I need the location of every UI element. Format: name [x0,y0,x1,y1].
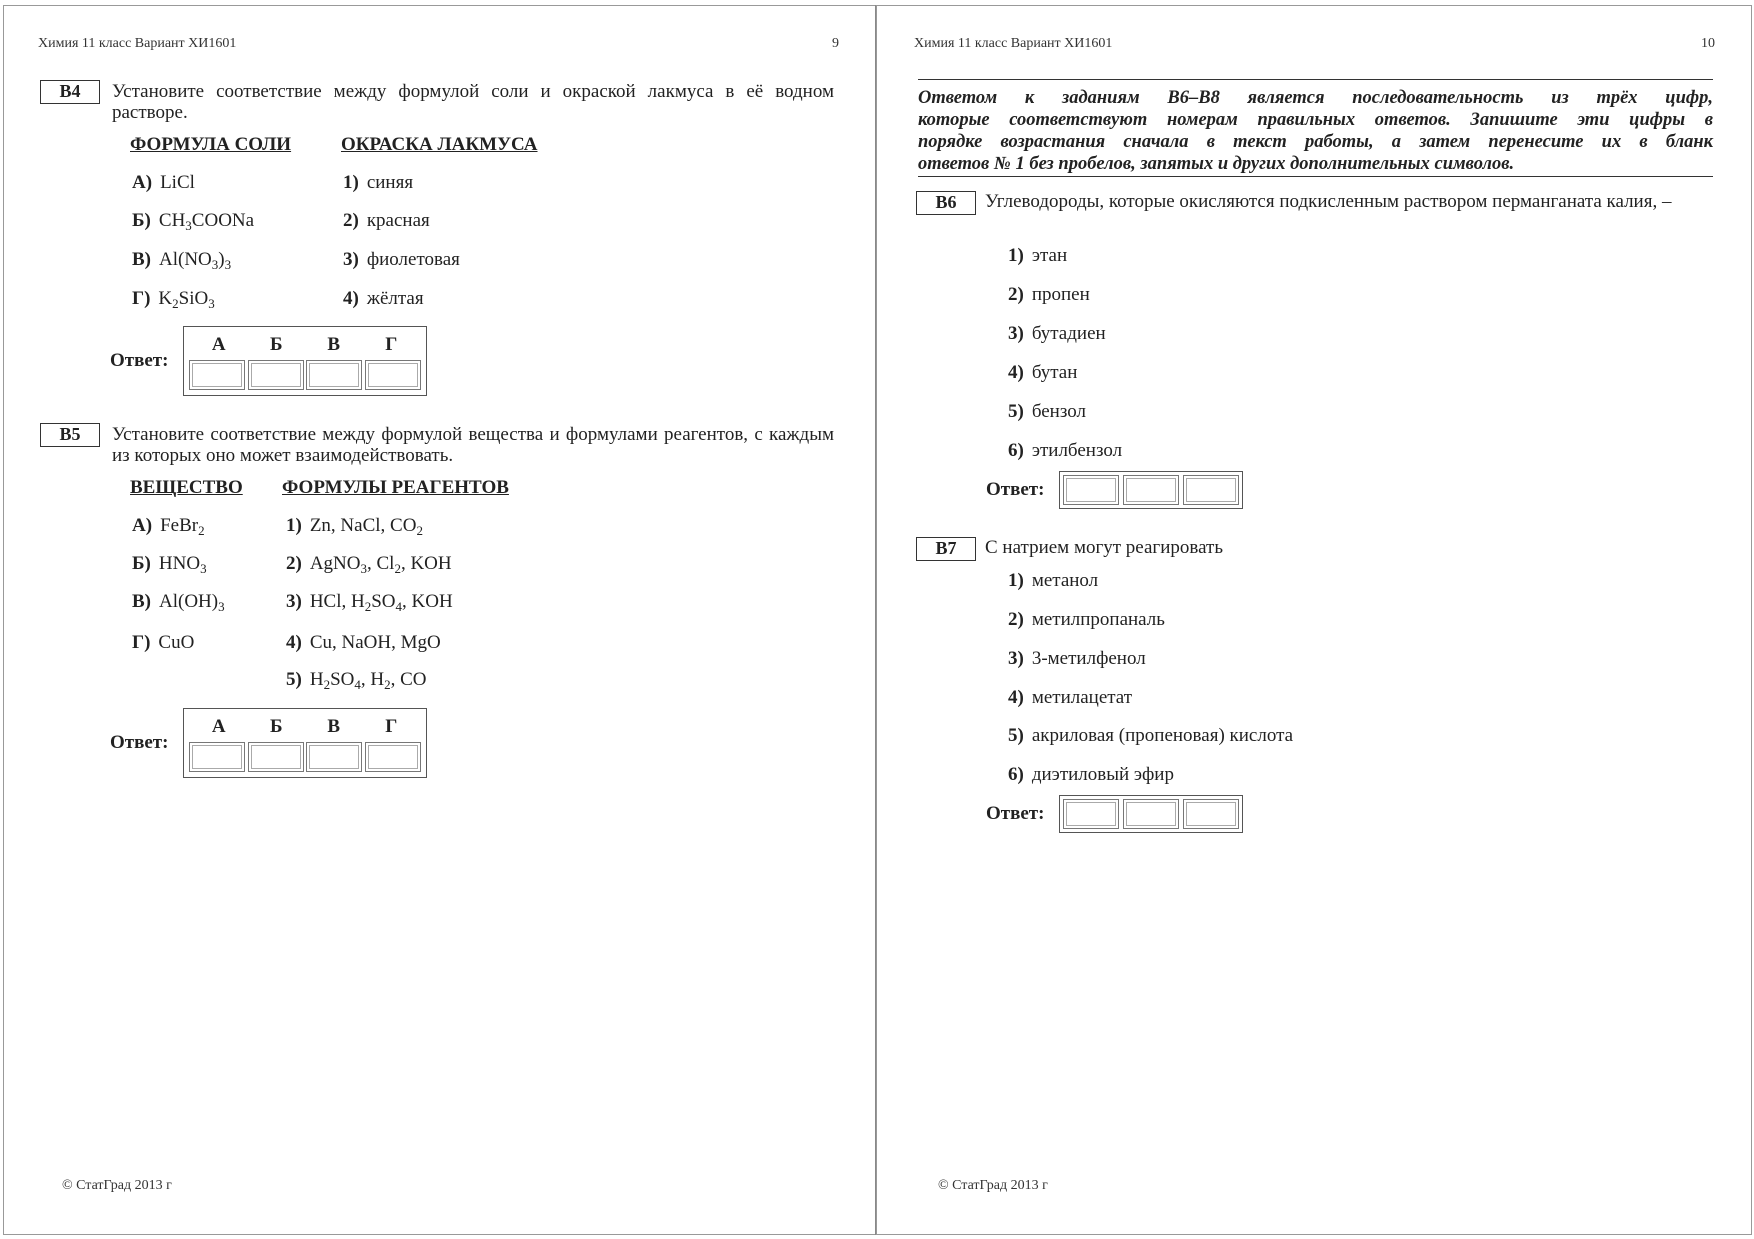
b4-answer-head: Б [269,334,283,355]
b6-option: 5) бензол [1008,401,1086,422]
b7-answer-cell[interactable] [1123,799,1179,829]
b6-option: 3) бутадиен [1008,323,1106,344]
b7-option: 1) метанол [1008,570,1099,591]
right-page-header: Химия 11 класс Вариант ХИ1601 [914,36,1113,51]
b4-answer-cell[interactable] [365,360,421,390]
b4-right-item: 3) фиолетовая [343,249,460,270]
right-page-number: 10 [1701,36,1715,51]
b5-right-item: 5) $H_2SO_4$, $H_2$, CO [286,669,427,692]
b6-option: 2) пропен [1008,284,1090,305]
b7-answer-grid [1059,795,1243,833]
b6-answer-label: Ответ: [986,479,1045,500]
b4-answer-cell[interactable] [248,360,304,390]
b4-left-item: В) $Al(NO_3)_3$ [132,249,232,272]
b5-answer-cell[interactable] [365,742,421,772]
b5-answer-label: Ответ: [110,732,169,753]
b6-option: 4) бутан [1008,362,1078,383]
b5-answer-grid [183,708,427,778]
b5-answer-head: Б [269,716,283,737]
b5-right-item: 3) HCl, $H_2SO_4$, KOH [286,591,453,614]
b5-col2-title: ФОРМУЛЫ РЕАГЕНТОВ [282,477,509,498]
b6-answer-grid [1059,471,1243,509]
b4-col2-title: ОКРАСКА ЛАКМУСА [341,134,538,155]
b5-answer-cell[interactable] [189,742,245,772]
b7-option: 4) метилацетат [1008,687,1133,708]
task-text-b5: Установите соответствие между формулой вещества и формулами реагентов, с каждым из которых оно может взаимодействовать. [112,424,834,466]
b7-option: 2) метилпропаналь [1008,609,1165,630]
task-text-b6: Углеводороды, которые окисляются подкисленным раствором перманганата калия, – [985,191,1672,212]
task-text-b4: Установите соответствие между формулой соли и окраской лакмуса в её водном растворе. [112,81,834,123]
b4-left-item: А) LiCl [132,172,195,193]
b7-answer-cell[interactable] [1183,799,1239,829]
b4-left-item: Г) $K_2SiO_3$ [132,288,215,311]
instruction-line: Ответом к заданиям В6–В8 является последовательность из трёх цифр, [918,88,1713,108]
b5-answer-cell[interactable] [248,742,304,772]
b4-right-item: 1) синяя [343,172,414,193]
instruction-bottom-rule [918,176,1713,177]
task-label-b6: В6 [916,191,976,215]
b4-answer-head: А [211,334,226,355]
b6-answer-cell[interactable] [1183,475,1239,505]
b7-option: 5) акриловая (пропеновая) кислота [1008,725,1294,746]
b6-answer-cell[interactable] [1123,475,1179,505]
instruction-top-rule [918,79,1713,80]
instruction-line: которые соответствуют номерам правильных ответов. Запишите эти цифры в [918,110,1713,130]
b7-answer-label: Ответ: [986,803,1045,824]
b4-right-item: 2) красная [343,210,430,231]
b5-right-item: 4) Cu, NaOH, MgO [286,632,441,653]
instruction-line: порядке возрастания сначала в текст работы, а затем перенесите их в бланк [918,132,1713,152]
b6-answer-cell[interactable] [1063,475,1119,505]
task-label-b4: В4 [40,80,100,104]
b6-option: 6) этилбензол [1008,440,1123,461]
b4-col1-title: ФОРМУЛА СОЛИ [130,134,292,155]
b5-answer-head: Г [385,716,398,737]
task-label-b5: В5 [40,423,100,447]
b5-answer-cell[interactable] [306,742,362,772]
b5-answer-head: В [327,716,341,737]
b5-answer-head: А [211,716,226,737]
task-label-b7: В7 [916,537,976,561]
b4-left-item: Б) $CH_3COONa$ [132,210,255,233]
left-page-footer: © СтатГрад 2013 г [62,1178,172,1193]
b6-option: 1) этан [1008,245,1068,266]
b5-left-item: Г) CuO [132,632,195,653]
b5-left-item: Б) $HNO_3$ [132,553,207,576]
b4-answer-cell[interactable] [306,360,362,390]
b5-left-item: В) $Al(OH)_3$ [132,591,225,614]
b5-left-item: А) FeBr$_2$ [132,515,205,538]
b4-answer-cell[interactable] [189,360,245,390]
b5-col1-title: ВЕЩЕСТВО [130,477,243,498]
left-page-number: 9 [832,36,839,51]
b4-answer-grid [183,326,427,396]
b7-option: 3) 3-метилфенол [1008,648,1146,669]
b4-right-item: 4) жёлтая [343,288,424,309]
b7-answer-cell[interactable] [1063,799,1119,829]
b5-right-item: 2) AgNO$_3$, $Cl_2$, KOH [286,553,452,576]
left-page-header: Химия 11 класс Вариант ХИ1601 [38,36,237,51]
instruction-text [918,87,1713,175]
right-page-footer: © СтатГрад 2013 г [938,1178,1048,1193]
b4-answer-label: Ответ: [110,350,169,371]
b7-option: 6) диэтиловый эфир [1008,764,1174,785]
b4-answer-head: В [327,334,341,355]
task-text-b7: С натрием могут реагировать [985,537,1224,558]
b5-right-item: 1) Zn, NaCl, $CO_2$ [286,515,423,538]
instruction-line: ответов № 1 без пробелов, запятых и других дополнительных символов. [918,154,1515,174]
b4-answer-head: Г [385,334,398,355]
